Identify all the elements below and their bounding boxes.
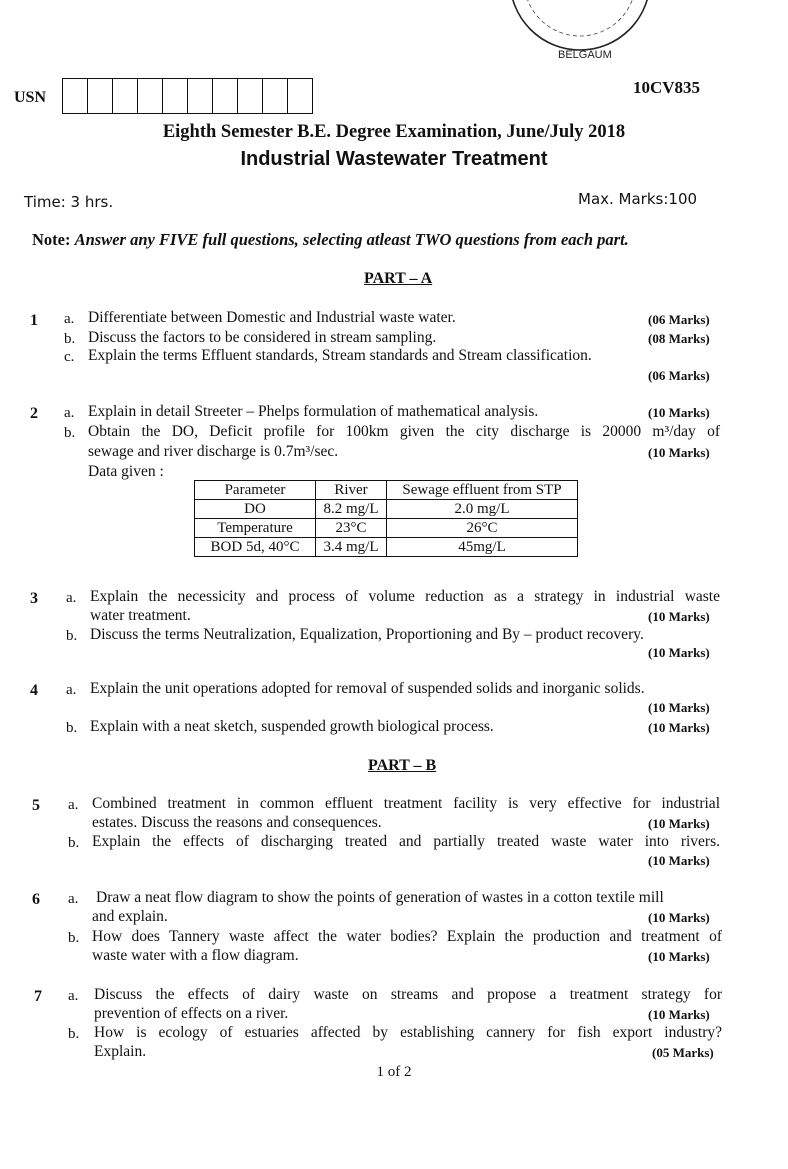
instructions-note [32, 230, 629, 250]
part-b-heading: PART – B [368, 757, 437, 774]
university-seal [500, 0, 660, 70]
question-number: 6 [32, 891, 40, 908]
question-text: Draw a neat flow diagram to show the points of generation of wastes in a cotton textile mill [96, 889, 664, 906]
question-text: Explain the unit operations adopted for removal of suspended solids and inorganic solids. [90, 680, 645, 697]
question-text-cont: Explain. [94, 1043, 147, 1060]
usn-box[interactable] [237, 78, 263, 114]
table-cell: 8.2 mg/L [316, 500, 387, 519]
marks: (10 Marks) [648, 645, 710, 660]
subject-title: Industrial Wastewater Treatment [240, 148, 548, 170]
marks: (10 Marks) [648, 910, 710, 925]
marks: (10 Marks) [648, 949, 710, 964]
usn-box[interactable] [262, 78, 288, 114]
question-number: 1 [30, 312, 38, 329]
table-row [195, 538, 578, 557]
question-number: 3 [30, 590, 38, 607]
table-row [195, 500, 578, 519]
question-text: Discuss the effects of dairy waste on streams and propose a treatment strategy for [94, 986, 722, 1003]
question-text: Discuss the terms Neutralization, Equalization, Proportioning and By – product recovery. [90, 626, 644, 643]
sub-label: a. [68, 988, 79, 1004]
question-number: 4 [30, 682, 38, 699]
sub-label: a. [64, 405, 75, 421]
usn-box[interactable] [212, 78, 238, 114]
table-cell: Temperature [195, 519, 316, 538]
sub-label: a. [68, 797, 79, 813]
question-text: Explain in detail Streeter – Phelps formulation of mathematical analysis. [88, 403, 539, 420]
table-cell: 45mg/L [387, 538, 578, 557]
sub-label: c. [64, 349, 75, 365]
marks: (10 Marks) [648, 853, 710, 868]
question-text-cont: and explain. [92, 908, 168, 925]
marks: (10 Marks) [648, 1007, 710, 1022]
question-text-cont: prevention of effects on a river. [94, 1005, 289, 1022]
question-text: Discuss the factors to be considered in stream sampling. [88, 329, 437, 346]
time-allowed: Time: 3 hrs. [24, 193, 114, 211]
sub-label: b. [64, 331, 76, 347]
usn-box[interactable] [287, 78, 313, 114]
question-text: Explain the terms Effluent standards, Stream standards and Stream classification. [88, 347, 592, 364]
question-text: Explain the effects of discharging treated and partially treated waste water into rivers. [92, 833, 720, 850]
question-number: 5 [32, 797, 40, 814]
question-number: 7 [34, 988, 42, 1005]
usn-box[interactable] [62, 78, 88, 114]
marks: (06 Marks) [648, 312, 710, 327]
table-row [195, 519, 578, 538]
data-table [194, 480, 578, 557]
table-header-row [195, 481, 578, 500]
marks: (05 Marks) [652, 1045, 714, 1060]
marks: (10 Marks) [648, 700, 710, 715]
paper-code: 10CV835 [633, 78, 701, 97]
table-cell: DO [195, 500, 316, 519]
marks: (10 Marks) [648, 720, 710, 735]
table-header: Sewage effluent from STP [387, 481, 578, 500]
exam-title: Eighth Semester B.E. Degree Examination, June/July 2018 [162, 122, 626, 142]
page-number: 1 of 2 [376, 1064, 412, 1080]
table-cell: 26°C [387, 519, 578, 538]
table-header: Parameter [195, 481, 316, 500]
question-number: 2 [30, 405, 38, 422]
sub-label: a. [66, 682, 77, 698]
sub-label: b. [68, 930, 80, 946]
marks: (10 Marks) [648, 405, 710, 420]
usn-input-boxes[interactable] [62, 78, 313, 114]
seal-text: BELGAUM [558, 49, 612, 61]
usn-box[interactable] [137, 78, 163, 114]
question-text: Explain the necessicity and process of volume reduction as a strategy in industrial waste [90, 588, 720, 605]
question-text-cont: water treatment. [90, 607, 191, 624]
question-text: Combined treatment in common effluent treatment facility is very effective for industrial [92, 795, 720, 812]
note-label: Note: [32, 230, 71, 249]
sub-label: b. [64, 425, 76, 441]
sub-label: a. [66, 590, 77, 606]
max-marks: Max. Marks:100 [578, 190, 698, 208]
note-text: Answer any FIVE full questions, selecting atleast TWO questions from each part. [74, 230, 629, 249]
question-text-cont: waste water with a flow diagram. [92, 947, 299, 964]
table-cell: 3.4 mg/L [316, 538, 387, 557]
sub-label: b. [68, 835, 80, 851]
sub-label: a. [68, 891, 79, 907]
question-text: Obtain the DO, Deficit profile for 100km given the city discharge is 20000 m³/day of [88, 423, 720, 440]
marks: (10 Marks) [648, 816, 710, 831]
data-given-label: Data given : [88, 463, 164, 480]
usn-box[interactable] [112, 78, 138, 114]
marks: (10 Marks) [648, 445, 710, 460]
usn-label: USN [14, 89, 47, 106]
question-text-cont: sewage and river discharge is 0.7m³/sec. [88, 443, 339, 460]
table-header: River [316, 481, 387, 500]
marks: (10 Marks) [648, 609, 710, 624]
marks: (08 Marks) [648, 331, 710, 346]
marks: (06 Marks) [648, 368, 710, 383]
usn-box[interactable] [187, 78, 213, 114]
part-a-heading: PART – A [364, 270, 433, 287]
table-cell: 2.0 mg/L [387, 500, 578, 519]
table-cell: 23°C [316, 519, 387, 538]
sub-label: b. [66, 720, 78, 736]
question-text: Explain with a neat sketch, suspended growth biological process. [90, 718, 494, 735]
sub-label: b. [68, 1026, 80, 1042]
sub-label: a. [64, 311, 75, 327]
question-text: How is ecology of estuaries affected by establishing cannery for fish export industry? [94, 1024, 722, 1041]
question-text-cont: estates. Discuss the reasons and consequences. [92, 814, 382, 831]
question-text: Differentiate between Domestic and Industrial waste water. [88, 309, 456, 326]
usn-box[interactable] [87, 78, 113, 114]
question-text: How does Tannery waste affect the water bodies? Explain the production and treatment of [92, 928, 722, 945]
usn-box[interactable] [162, 78, 188, 114]
sub-label: b. [66, 628, 78, 644]
table-cell: BOD 5d, 40°C [195, 538, 316, 557]
